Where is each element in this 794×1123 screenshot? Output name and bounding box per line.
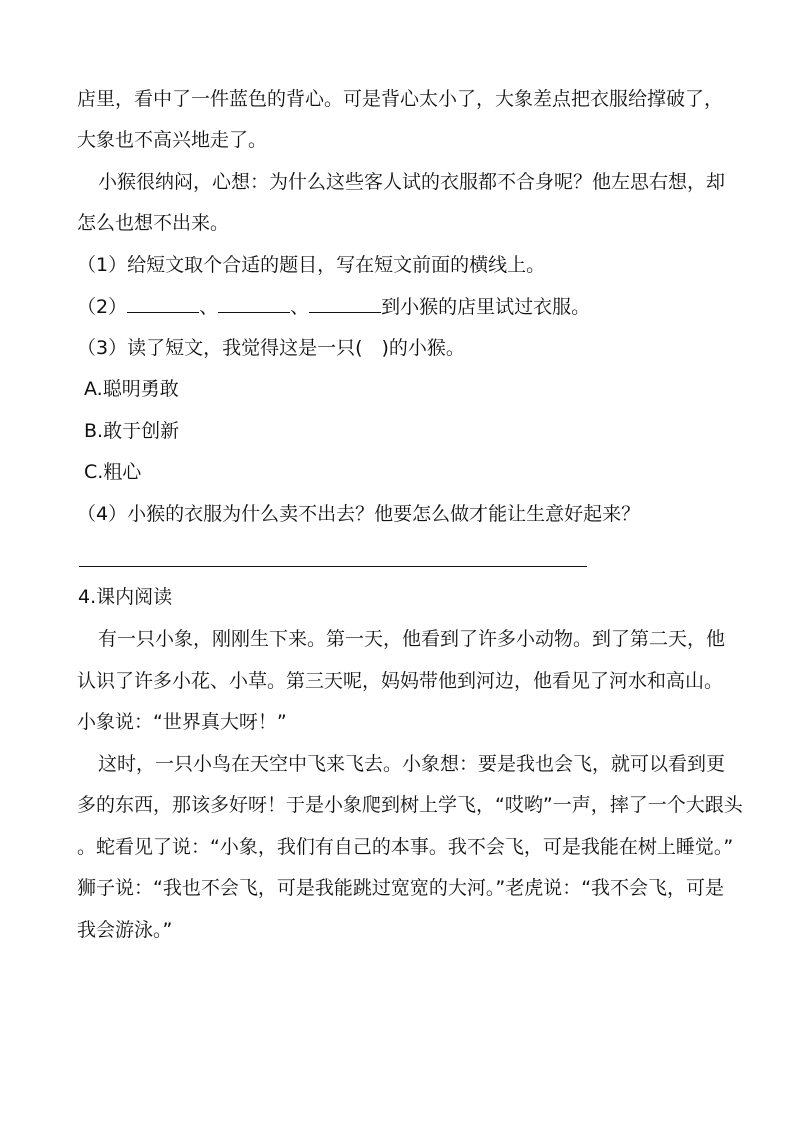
passage-line: 多的东西，那该多好呀！于是小象爬到树上学飞，“哎哟”一声，摔了一个大跟头	[77, 794, 743, 816]
answer-line[interactable]	[79, 566, 587, 567]
question-1: （1）给短文取个合适的题目，写在短文前面的横线上。	[77, 254, 546, 276]
passage-line: 。蛇看见了说：“小象，我们有自己的本事。我不会飞，可是我能在树上睡觉。”	[77, 836, 734, 858]
passage-line: 小猴很纳闷，心想：为什么这些客人试的衣服都不合身呢？他左思右想，却	[98, 171, 726, 193]
answer-blank-1[interactable]	[127, 294, 199, 313]
question-2	[77, 294, 727, 319]
passage-line: 店里，看中了一件蓝色的背心。可是背心太小了，大象差点把衣服给撑破了，	[77, 88, 724, 110]
answer-blank-3[interactable]	[309, 294, 381, 313]
passage-line: 这时，一只小鸟在天空中飞来飞去。小象想：要是我也会飞，就可以看到更	[98, 753, 726, 775]
passage-line: 认识了许多小花、小草。第三天呢，妈妈带他到河边，他看见了河水和高山。	[77, 670, 724, 692]
question-3: （3）读了短文，我觉得这是一只( )的小猴。	[77, 337, 465, 359]
question-2-number: （2）	[77, 296, 128, 318]
separator: 、	[199, 296, 219, 318]
passage-line: 有一只小象，刚刚生下来。第一天，他看到了许多小动物。到了第二天，他	[98, 628, 726, 650]
option-c[interactable]: C.粗心	[84, 461, 142, 483]
passage-line: 我会游泳。”	[77, 919, 173, 941]
separator: 、	[290, 296, 310, 318]
option-a[interactable]: A.聪明勇敢	[84, 378, 179, 400]
section-heading: 4.课内阅读	[78, 586, 173, 608]
passage-line: 小象说：“世界真大呀！”	[77, 711, 287, 733]
passage-line: 怎么也想不出来。	[77, 212, 230, 234]
passage-line: 大象也不高兴地走了。	[77, 129, 268, 151]
question-2-suffix: 到小猴的店里试过衣服。	[381, 296, 591, 318]
passage-line: 狮子说：“我也不会飞，可是我能跳过宽宽的大河。”老虎说：“我不会飞，可是	[77, 877, 725, 899]
option-b[interactable]: B.敢于创新	[84, 420, 180, 442]
question-4: （4）小猴的衣服为什么卖不出去？他要怎么做才能让生意好起来？	[77, 503, 641, 525]
answer-blank-2[interactable]	[218, 294, 290, 313]
